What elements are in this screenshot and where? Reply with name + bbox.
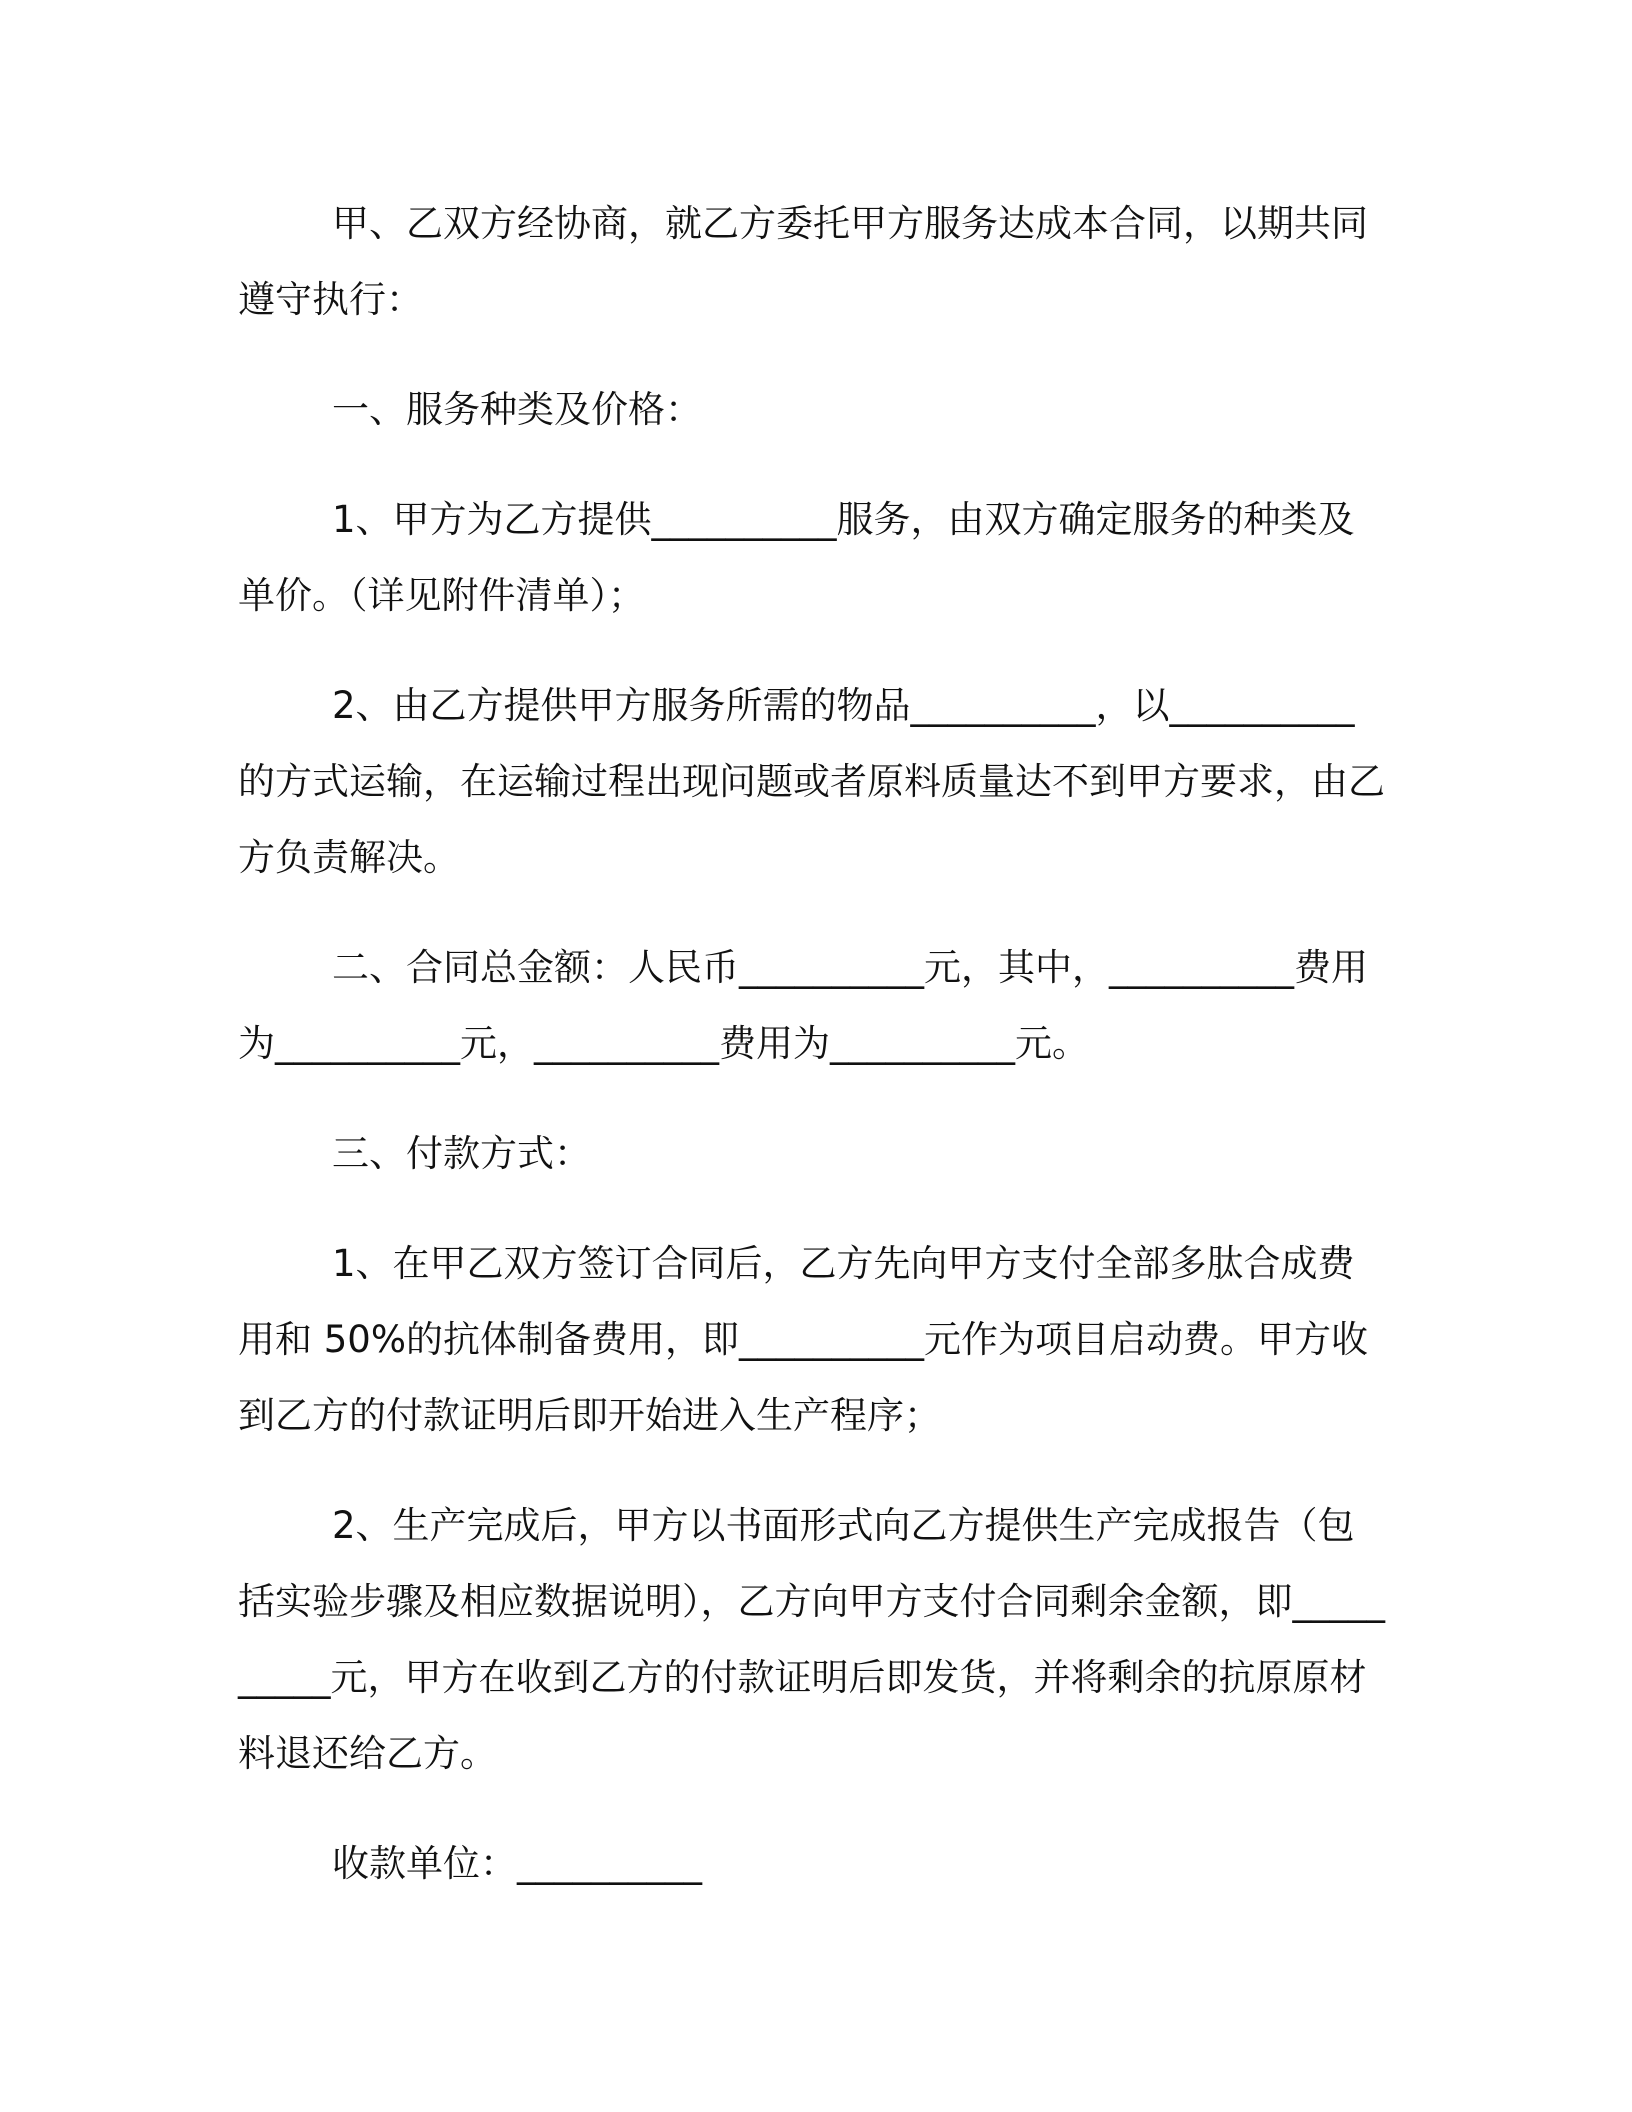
section-2-total-amount: 二、合同总金额：人民币__________元，其中，__________费用为__________元，__________费用为__________元。 [238,946,1368,1065]
intro-paragraph: 甲、乙双方经协商，就乙方委托甲方服务达成本合同，以期共同遵守执行： [238,202,1368,321]
section-1-item-1: 1、甲方为乙方提供__________服务，由双方确定服务的种类及单价。（详见附件清单）； [238,498,1355,617]
section-3-item-2: 2、生产完成后，甲方以书面形式向乙方提供生产完成报告（包括实验步骤及相应数据说明），乙方向甲方支付合同剩余金额，即__________元，甲方在收到乙方的付款证明后即发货，并将剩余的抗原原材料退还给乙方。 [238,1504,1385,1775]
payee-line: 收款单位：__________ [332,1842,702,1885]
section-1-heading: 一、服务种类及价格： [332,388,702,431]
section-3-item-1: 1、在甲乙双方签订合同后，乙方先向甲方支付全部多肽合成费用和 50%的抗体制备费用，即__________元作为项目启动费。甲方收到乙方的付款证明后即开始进入生产程序； [238,1242,1368,1437]
section-3-heading: 三、付款方式： [332,1132,591,1175]
document-body [238,186,1386,1936]
section-1-item-2: 2、由乙方提供甲方服务所需的物品__________，以__________的方式运输，在运输过程出现问题或者原料质量达不到甲方要求，由乙方负责解决。 [238,684,1385,879]
